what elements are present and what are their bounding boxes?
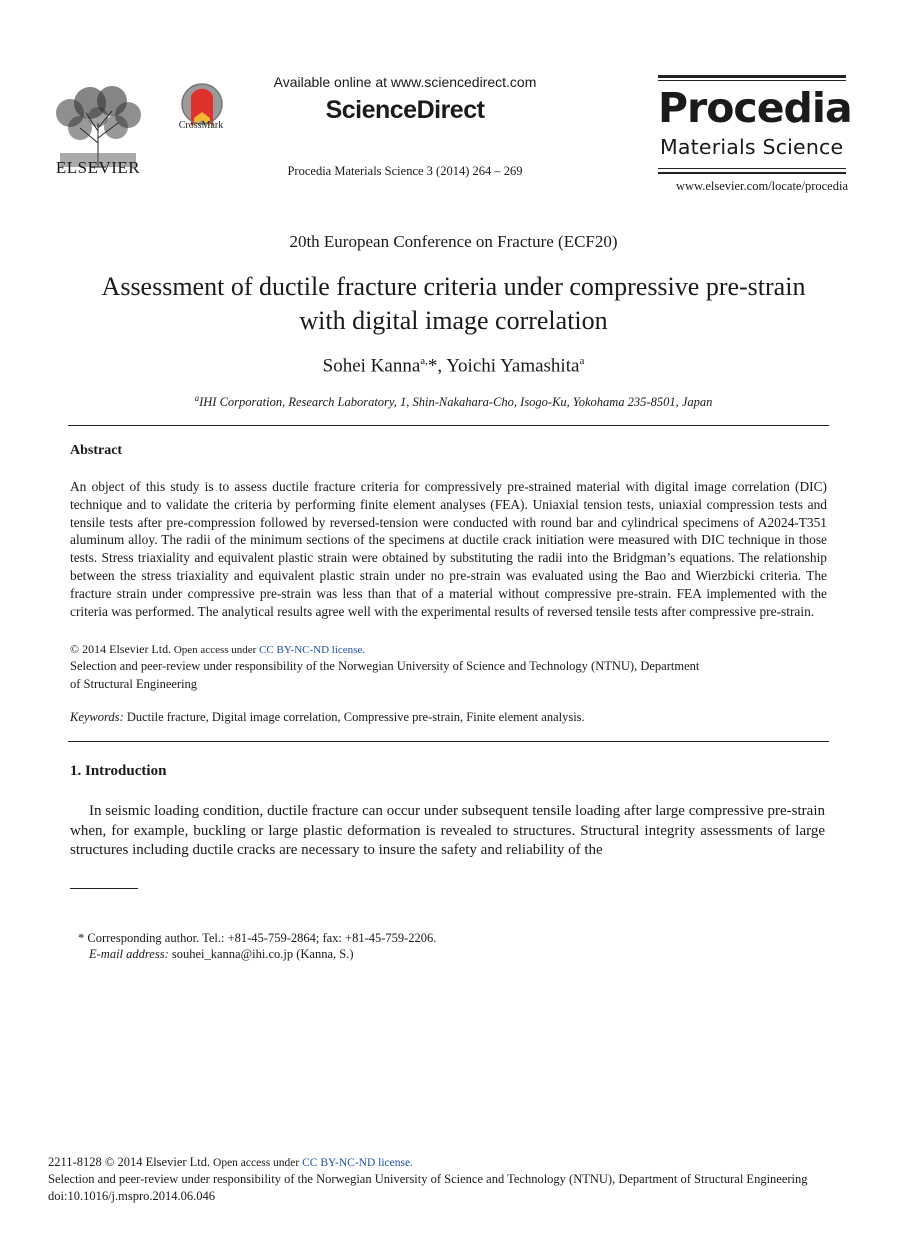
abstract-heading: Abstract [70,443,123,458]
copyright-text: © 2014 Elsevier Ltd. [70,642,172,656]
journal-reference: Procedia Materials Science 3 (2014) 264 – 269 [287,164,523,178]
corresponding-marker[interactable]: * [427,355,438,377]
abstract-text: An object of this study is to assess ductile fracture criteria for compressively pre-strained material with digital image correlation (DIC) technique and to validate the criteria by performing finite element analyses (FEA). Uniaxial tension tests, uniaxial compression tests and tensile tests after pre-compression followed by reversed-tension were conducted with round bar and cylindrical specimens of A2024-T351 aluminum alloy. The radii of the minimum sections of the specimens at ductile crack initiation were measured with DIC technique in those tests. Stress triaxiality and equivalent plastic strain were obtained by substituting the radii into the Bridgman’s equations. The relationship between the stress triaxiality and equivalent plastic strain under no pre-strain was evaluated using the Bao and Wierzbicki criteria. The fracture strain under compressive pre-strain was less than that of a material without compressive pre-strain. FEA implemented with the criteria was performed. The analytical results agree well with the experimental results of reversed tensile tests after compressive pre-strain. [70,479,827,619]
section-divider [68,425,829,426]
procedia-wordmark: Procedia [658,84,852,132]
masthead-rule [658,168,846,169]
affiliation [0,393,907,410]
author-name: Yoichi Yamashita [446,355,580,377]
masthead-rule [658,75,846,78]
section-divider [68,741,829,742]
elsevier-wordmark: ELSEVIER [55,158,141,177]
email-label: E-mail address: [89,947,169,961]
email-address[interactable]: souhei_kanna@ihi.co.jp (Kanna, S.) [168,947,354,961]
affiliation-text: IHI Corporation, Research Laboratory, 1, Shin-Nakahara-Cho, Isogo-Ku, Yokohama 235-8501, Japan [199,395,713,410]
doi-link[interactable]: doi:10.1016/j.mspro.2014.06.046 [48,1189,216,1203]
email-note [89,947,689,962]
affiliation-marker: a, [420,355,428,367]
bottom-peer-review: Selection and peer-review under responsibility of the Norwegian University of Science and Technology (NTNU), Department of Structural Engineering [48,1172,808,1186]
author-separator: , [437,355,447,377]
masthead-rule [658,172,846,174]
author-list [0,355,907,377]
author-name: Sohei Kanna [322,355,421,377]
corresponding-author-note: * Corresponding author. Tel.: +81-45-759-2864; fax: +81-45-759-2206. [78,931,437,945]
keywords-label: Keywords: [70,710,124,724]
affiliation-marker: a [579,355,585,367]
masthead-rule [658,80,846,81]
peer-review-line: Selection and peer-review under responsibility of the Norwegian University of Science and Technology (NTNU), Department [70,659,700,673]
copyright-line [70,641,827,659]
peer-review-statement [70,658,770,693]
affiliation-sup: a [194,393,200,403]
procedia-subtitle: Materials Science [660,135,844,159]
issn-line [48,1154,858,1172]
peer-review-line: of Structural Engineering [70,676,198,691]
crossmark-label: CrossMark [178,120,224,131]
open-access-text: Open access under [210,1157,303,1169]
introduction-heading: 1. Introduction [70,763,167,779]
sciencedirect-wordmark: ScienceDirect [325,96,485,124]
paper-title [40,270,867,338]
introduction-text: In seismic loading condition, ductile fracture can occur under subsequent tensile loading after large compressive pre-strain when, for example, buckling or large plastic deformation is revealed to structures. Structural integrity assessments of large structures including ductile cracks are necessary to insure the safety and reliability of the [70,803,825,858]
license-link[interactable]: CC BY-NC-ND license. [302,1157,413,1169]
issn-copyright: 2211-8128 © 2014 Elsevier Ltd. [48,1155,211,1169]
open-access-text: Open access under [171,644,260,656]
license-link[interactable]: CC BY-NC-ND license. [259,644,366,656]
keywords [70,710,827,725]
procedia-url-link[interactable]: www.elsevier.com/locate/procedia [675,179,848,193]
paper-title-line-1: Assessment of ductile fracture criteria under compressive pre-strain [101,272,806,301]
footnote-divider [70,888,138,889]
keywords-list: Ductile fracture, Digital image correlation, Compressive pre-strain, Finite element analysis. [123,710,585,724]
conference-name: 20th European Conference on Fracture (ECF20) [289,232,618,251]
paper-title-line-2: with digital image correlation [299,306,608,335]
available-online-text[interactable]: Available online at www.sciencedirect.com [273,74,537,90]
